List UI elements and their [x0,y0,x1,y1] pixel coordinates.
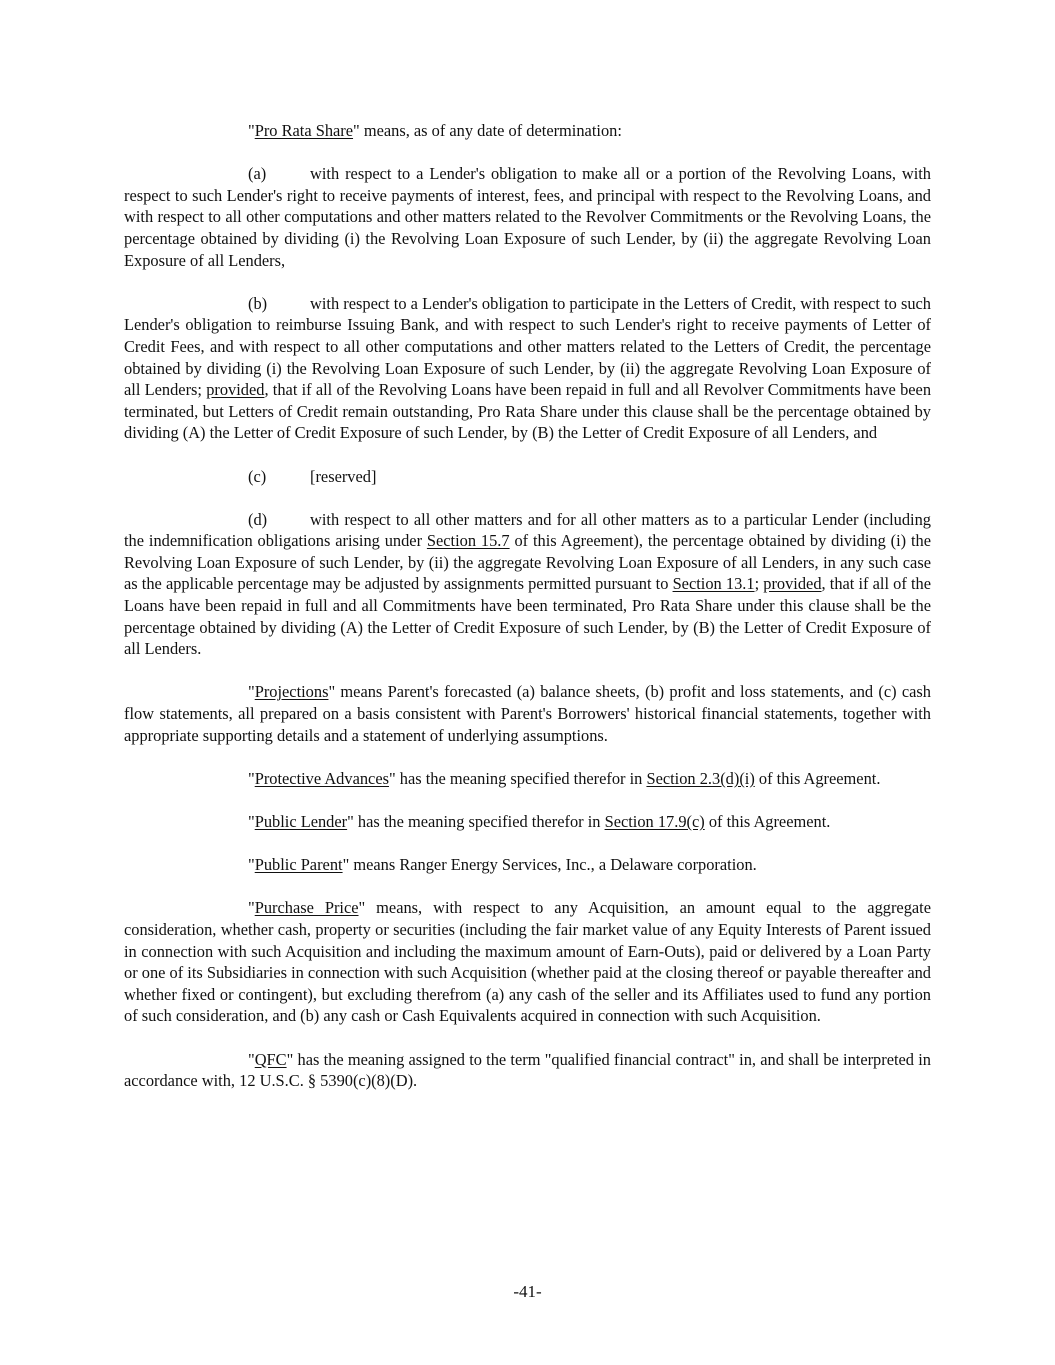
clause-label: (a) [248,164,267,184]
definition-protective-advances: "Protective Advances" has the meaning specified therefor in Section 2.3(d)(i) of this Agreement. [248,768,881,788]
section-reference-link[interactable]: Section 13.1 [672,574,755,594]
definition-pro-rata-share: "Pro Rata Share" means, as of any date of determination: [248,121,622,140]
clause-c: (c) [reserved] [248,466,377,486]
definition-qfc: "QFC" has the meaning assigned to the term "qualified financial contract" in, and shall be interpreted in accordance with, 12 U.S.C. § 5390(c)(8)(D). [124,1049,931,1091]
defined-term: Public Lender [254,812,348,831]
clause-label: (b) [248,293,268,313]
clause-label: (d) [248,509,268,529]
defined-term: QFC [254,1049,287,1069]
clause-a: (a) with respect to a Lender's obligation to make all or a portion of the Revolving Loans, with respect to such Lender's right to receive payments of interest, fees, and principal with respect to the Revolving Loans, and with respect to all other computations and other matters related to the Revolver Commitments or the Revolving Loans, the percentage obtained by dividing (i) the Revolving Loan Exposure of such Lender, by (ii) the aggregate Revolving Loan Exposure of all Lenders, [124,164,931,270]
definition-public-parent: "Public Parent" means Ranger Energy Services, Inc., a Delaware corporation. [248,855,757,875]
defined-term: Purchase Price [254,898,359,918]
defined-term: Projections [254,682,329,702]
defined-term: Public Parent [254,855,343,875]
page-number: -41- [513,1282,542,1301]
section-reference-link[interactable]: Section 15.7 [426,531,510,551]
provided-term: provided [206,380,265,400]
definition-public-lender: "Public Lender" has the meaning specified therefor in Section 17.9(c) of this Agreement. [248,812,831,831]
provided-term: provided [763,574,822,594]
clause-b: (b) with respect to a Lender's obligation to participate in the Letters of Credit, with respect to such Lender's obligation to reimburse Issuing Bank, and with respect to such Lender's right to receive payments of Letter of Credit Fees, and with respect to all other computations and other matters related to the Letters of Credit, the percentage obtained by dividing (i) the Revolving Loan Exposure of such Lender, by (ii) the aggregate Revolving Loan Exposure of all Lenders; provided, that if all of the Revolving Loans have been repaid in full and all Revolver Commitments have been terminated, but Letters of Credit remain outstanding, Pro Rata Share under this clause shall be the percentage obtained by dividing (A) the Letter of Credit Exposure of such Lender, by (B) the Letter of Credit Exposure of all Lenders, and [124,293,932,443]
clause-d: (d) with respect to all other matters and for all other matters as to a particular Lender (including the indemnification obligations arising under Section 15.7 of this Agreement), the percentage obtained by dividing (i) the Revolving Loan Exposure of such Lender, by (ii) the aggregate Revolving Loan Exposure of all Lenders, in any such case as the applicable percentage may be adjusted by assignments permitted pursuant to Section 13.1; provided, that if all of the Loans have been repaid in full and all Commitments have been terminated, Pro Rata Share under this clause shall be the percentage obtained by dividing (A) the Letter of Credit Exposure of such Lender, by (B) the Letter of Credit Exposure of all Lenders. [124,509,931,659]
defined-term: Pro Rata Share [254,121,354,140]
definition-projections: "Projections" means Parent's forecasted (a) balance sheets, (b) profit and loss statements, and (c) cash flow statements, all prepared on a basis consistent with Parent's Borrowers' historical financial statements, together with appropriate supporting details and a statement of underlying assumptions. [124,682,931,745]
document-body [124,120,931,1113]
definition-purchase-price: "Purchase Price" means, with respect to any Acquisition, an amount equal to the aggregate consideration, whether cash, property or securities (including the fair market value of any Equity Interests of Parent issued in connection with such Acquisition and including the maximum amount of Earn-Outs), paid or delivered by a Loan Party or one of its Subsidiaries in connection with such Acquisition (whether paid at the closing thereof or payable thereafter and whether fixed or contingent), but excluding therefrom (a) any cash of the seller and its Affiliates used to fund any portion of such consideration, and (b) any cash or Cash Equivalents acquired in connection with such Acquisition. [124,898,932,1026]
section-reference-link[interactable]: Section 17.9(c) [604,812,705,831]
section-reference-link[interactable]: Section 2.3(d)(i) [646,768,755,788]
defined-term: Protective Advances [254,768,389,788]
clause-label: (c) [248,466,267,486]
